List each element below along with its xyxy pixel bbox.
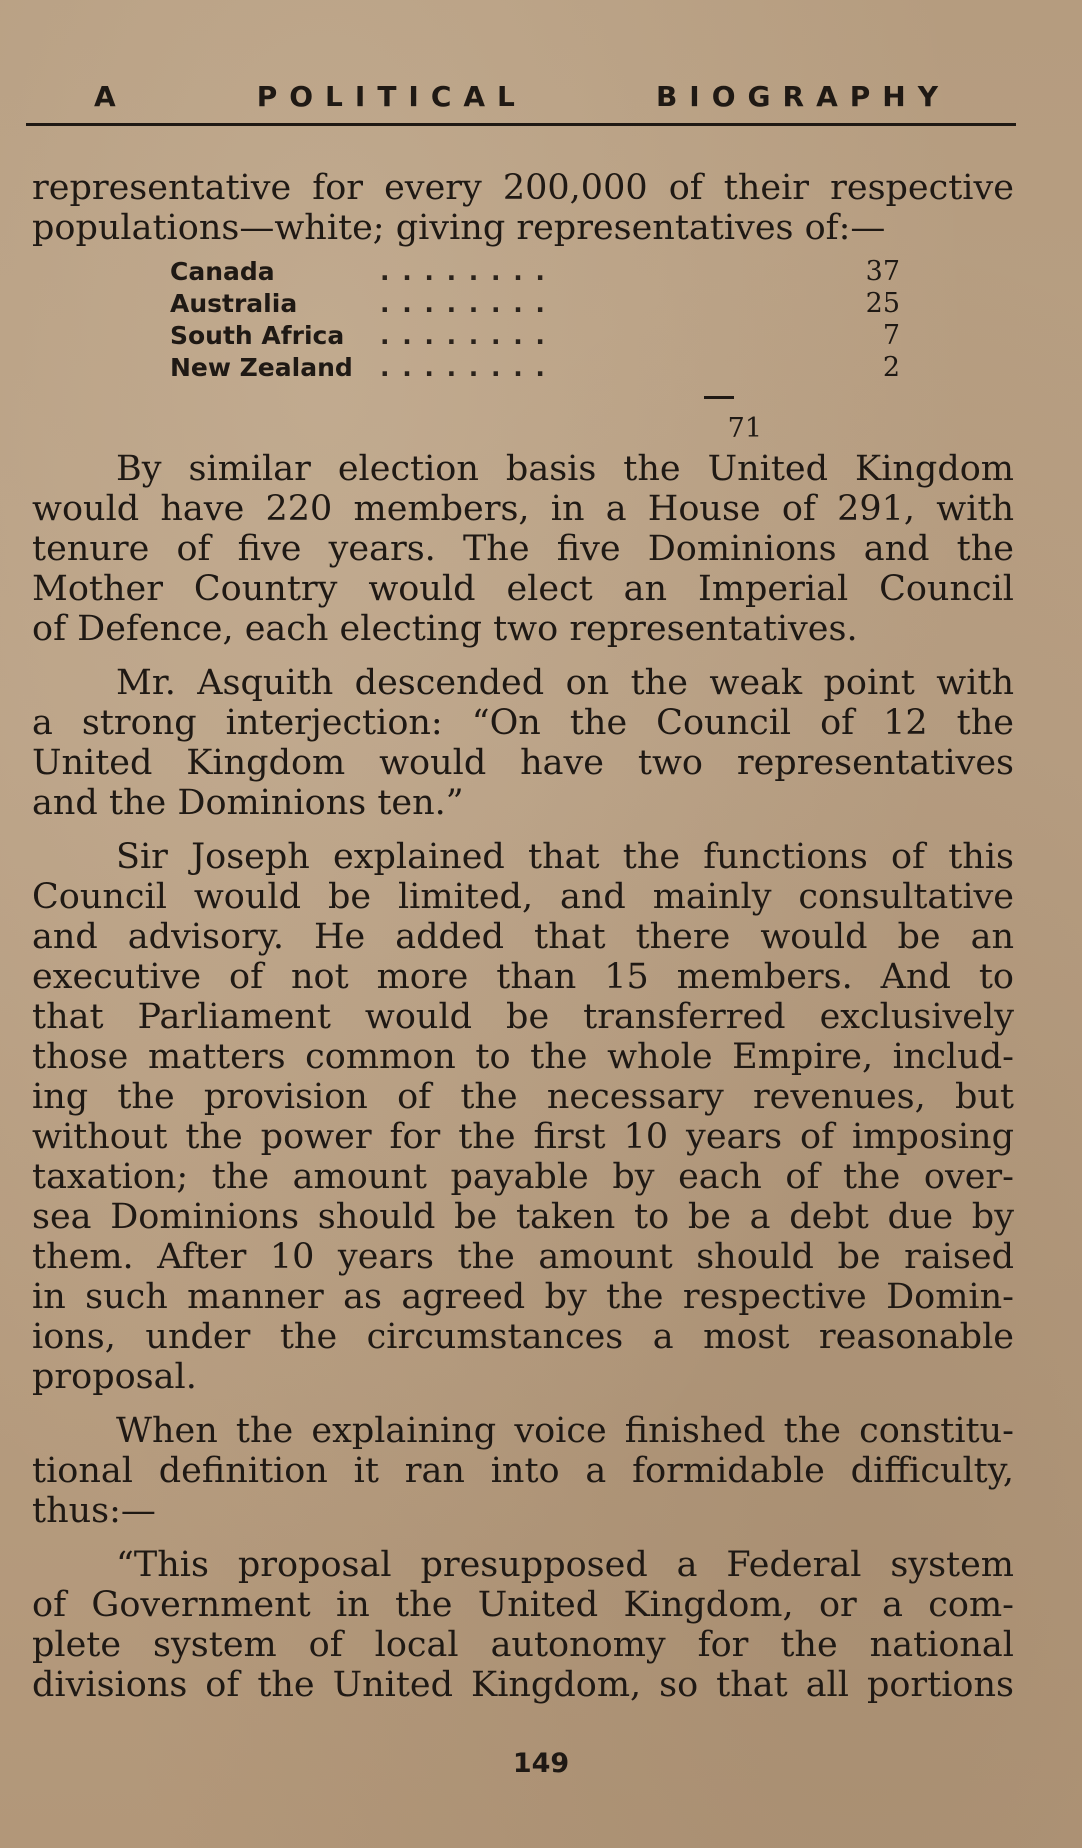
text-line: them. After 10 years the amount should be raised bbox=[32, 1237, 1014, 1277]
dominion-name: New Zealand bbox=[170, 353, 353, 382]
text-line: a strong interjection: “On the Council of 12 the bbox=[32, 703, 1014, 743]
text-line: Council would be limited, and mainly consultative bbox=[32, 877, 1014, 917]
text-line: proposal. bbox=[32, 1357, 197, 1397]
body-text bbox=[32, 168, 1014, 1705]
text-line: tional definition it ran into a formidable difficulty, bbox=[32, 1451, 1014, 1491]
text-line: ing the provision of the necessary revenues, but bbox=[32, 1077, 1014, 1117]
text-line: plete system of local autonomy for the national bbox=[32, 1625, 1014, 1665]
paragraph-gap bbox=[32, 1531, 1014, 1545]
paragraph bbox=[32, 449, 1014, 649]
text-line: Sir Joseph explained that the functions of this bbox=[116, 837, 1014, 877]
text-line: populations—white; giving representatives of:— bbox=[32, 208, 886, 248]
running-head-word: BIOGRAPHY bbox=[655, 79, 950, 113]
text-line: and advisory. He added that there would be an bbox=[32, 917, 1014, 957]
header-rule bbox=[26, 123, 1016, 126]
text-line: United Kingdom would have two representatives bbox=[32, 743, 1014, 783]
running-head bbox=[26, 74, 1014, 118]
page-number: 149 bbox=[512, 1748, 570, 1779]
paragraph bbox=[32, 1411, 1014, 1531]
text-line: representative for every 200,000 of their respective bbox=[32, 168, 1014, 208]
paragraph-gap bbox=[32, 649, 1014, 663]
representative-count: 2 bbox=[882, 352, 900, 383]
text-line: By similar election basis the United Kingdom bbox=[116, 449, 1014, 489]
text-line: thus:— bbox=[32, 1491, 156, 1531]
text-line: divisions of the United Kingdom, so that all portions bbox=[32, 1665, 1014, 1705]
text-line: taxation; the amount payable by each of the over- bbox=[32, 1157, 1014, 1197]
text-line: in such manner as agreed by the respective Domin- bbox=[32, 1277, 1014, 1317]
running-head-word: A bbox=[94, 79, 128, 113]
dominion-name: South Africa bbox=[170, 321, 345, 350]
dominion-name: Canada bbox=[170, 257, 275, 286]
text-line: “This proposal presupposed a Federal system bbox=[116, 1545, 1014, 1585]
representative-count: 37 bbox=[865, 256, 900, 287]
text-line: those matters common to the whole Empire, includ- bbox=[32, 1037, 1014, 1077]
dominion-name: Australia bbox=[170, 289, 298, 318]
text-line: Mother Country would elect an Imperial Council bbox=[32, 569, 1014, 609]
text-line: When the explaining voice finished the constitu- bbox=[116, 1411, 1014, 1451]
table-row bbox=[170, 256, 900, 288]
text-line: Mr. Asquith descended on the weak point with bbox=[116, 663, 1014, 703]
text-line: of Defence, each electing two representatives. bbox=[32, 609, 858, 649]
total-rule bbox=[704, 396, 734, 399]
text-line: executive of not more than 15 members. And to bbox=[32, 957, 1014, 997]
running-head-word: POLITICAL bbox=[256, 79, 527, 113]
paragraph-gap bbox=[32, 823, 1014, 837]
representative-count: 25 bbox=[865, 288, 900, 319]
leader-dots: . . . . . . . . bbox=[380, 257, 547, 286]
text-line: without the power for the first 10 years of imposing bbox=[32, 1117, 1014, 1157]
text-line: that Parliament would be transferred exclusively bbox=[32, 997, 1014, 1037]
leader-dots: . . . . . . . . bbox=[380, 353, 547, 382]
text-line: sea Dominions should be taken to be a debt due by bbox=[32, 1197, 1014, 1237]
representative-count: 7 bbox=[882, 320, 900, 351]
text-line: ions, under the circumstances a most reasonable bbox=[32, 1317, 1014, 1357]
leader-dots: . . . . . . . . bbox=[380, 321, 547, 350]
paragraph bbox=[32, 1545, 1014, 1705]
table-row bbox=[170, 352, 900, 384]
text-line: and the Dominions ten.” bbox=[32, 783, 464, 823]
paragraph-gap bbox=[32, 1397, 1014, 1411]
text-line: tenure of five years. The five Dominions and the bbox=[32, 529, 1014, 569]
paragraph bbox=[32, 837, 1014, 1397]
representatives-table bbox=[170, 256, 900, 384]
table-row bbox=[170, 288, 900, 320]
text-line: would have 220 members, in a House of 291, with bbox=[32, 489, 1014, 529]
text-line: of Government in the United Kingdom, or a com- bbox=[32, 1585, 1014, 1625]
table-row bbox=[170, 320, 900, 352]
table-total: 71 bbox=[727, 413, 762, 444]
leader-dots: . . . . . . . . bbox=[380, 289, 547, 318]
paragraph bbox=[32, 663, 1014, 823]
